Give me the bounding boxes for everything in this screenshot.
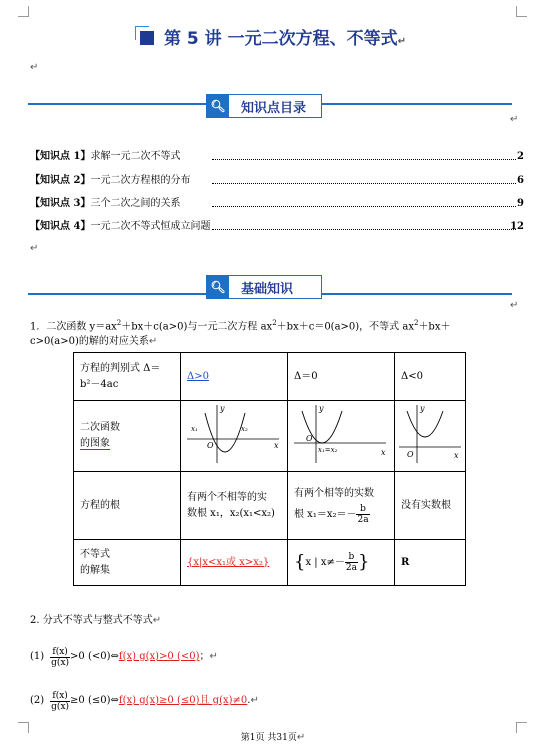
table-cell <box>395 401 466 472</box>
toc-entry-text: 一元二次方程根的分布 <box>90 175 191 186</box>
text-run: >0 (<0)⇔ <box>70 651 119 662</box>
root-x1-label: x₁ <box>191 425 198 433</box>
toc-entry-page: 2 <box>517 151 524 162</box>
item-prefix: (2) <box>30 695 45 706</box>
toc-leader-dots <box>212 151 516 160</box>
banner-line-right <box>322 293 512 295</box>
correspondence-table <box>73 352 466 586</box>
parabola-one-root-graph <box>288 401 394 465</box>
text-run: c>0(a>0)的解的对应关系 <box>30 336 149 347</box>
paragraph-mark: ↵ <box>510 114 519 125</box>
search-icon: 🔍︎ <box>207 95 229 117</box>
table-cell <box>395 472 466 540</box>
cell-text: 方程的判别式 Δ＝ <box>80 362 161 374</box>
cell-text: R <box>401 556 410 568</box>
table-cell <box>74 540 181 586</box>
search-icon: 🔍︎ <box>207 276 229 298</box>
section2-heading <box>30 614 161 628</box>
toc-entry-label: 【知识点 4】 <box>30 221 91 232</box>
x-label: x <box>454 451 459 460</box>
x-label: x <box>274 441 279 450</box>
toc-entry[interactable] <box>30 151 546 163</box>
item-prefix: (1) <box>30 651 45 662</box>
paragraph-mark: ↵ <box>250 695 259 706</box>
table-cell <box>74 401 181 472</box>
toc-entry-label: 【知识点 3】 <box>30 198 91 209</box>
paragraph-mark: ↵ <box>209 651 218 662</box>
fraction-numerator: f(x) <box>50 691 70 702</box>
x-label: x <box>381 448 386 457</box>
page-title <box>0 24 546 49</box>
answer-text: f(x) g(x)≥0 (≤0)且 g(x)≠0 <box>118 695 248 706</box>
cell-text: 二次函数 <box>80 422 120 433</box>
table-cell <box>181 472 288 540</box>
fraction-denominator: 2a <box>357 515 369 525</box>
table-row <box>74 401 466 472</box>
answer-text: f(x) g(x)>0 (<0) <box>118 651 200 662</box>
cell-text: 根 x₁＝x₂＝－ <box>294 509 357 520</box>
fraction <box>356 504 369 525</box>
table-cell <box>288 353 395 401</box>
cell-text: 方程的根 <box>80 499 120 511</box>
table-row <box>74 540 466 586</box>
toc-entry-text: 求解一元二次不等式 <box>90 151 181 162</box>
toc-banner-label: 知识点目录 <box>241 100 307 116</box>
toc-leader-dots <box>212 198 516 207</box>
title-square-icon <box>140 31 154 45</box>
cell-text: b²－4ac <box>80 378 119 390</box>
paragraph-mark: ↵ <box>296 732 306 743</box>
fraction <box>50 647 70 668</box>
parabola-curve <box>407 411 443 437</box>
table-cell <box>288 540 395 586</box>
section2-item1 <box>30 642 218 672</box>
table-cell <box>288 472 395 540</box>
text-run: ≥0 (≤0)⇔ <box>70 695 119 706</box>
basics-banner <box>206 275 322 299</box>
parabola-no-root-graph <box>395 401 465 465</box>
toc-banner <box>206 94 322 118</box>
brace: } <box>357 551 370 573</box>
y-label: y <box>319 404 324 413</box>
root-x2-label: x₂ <box>241 425 248 433</box>
toc-entry-page: 6 <box>517 175 524 186</box>
table-cell <box>288 401 395 472</box>
fraction <box>345 552 358 573</box>
double-root-label: x₁=x₂ <box>318 446 338 454</box>
cell-text: Δ<0 <box>401 370 423 382</box>
paragraph-mark: ↵ <box>152 615 162 626</box>
superscript: 2 <box>272 319 277 327</box>
text-run: ＋bx＋c(a>0)与一元二次方程 ax <box>121 321 273 333</box>
text-run: . <box>247 695 251 706</box>
page-footer <box>0 730 546 743</box>
origin-label: O <box>207 441 214 450</box>
toc-leader-dots <box>212 221 516 230</box>
fraction-numerator: f(x) <box>50 647 70 658</box>
toc-entry-label: 【知识点 2】 <box>30 175 91 186</box>
table-cell <box>181 540 288 586</box>
toc-entry-page: 9 <box>517 198 524 209</box>
banner-line-right <box>322 103 512 105</box>
page-footer-text: 第1页 共31页 <box>240 733 297 743</box>
paragraph-mark: ↵ <box>30 62 39 73</box>
cell-text: 数根 x₁，x₂(x₁<x₂) <box>187 507 275 519</box>
cell-text: 不等式 <box>80 548 110 560</box>
page-title-text: 第 5 讲 一元二次方程、不等式 <box>164 29 398 49</box>
cell-text: 有两个不相等的实 <box>187 491 267 503</box>
text-run: 1．二次函数 y＝ax <box>30 321 117 333</box>
cell-text: 有两个相等的实数 <box>294 488 374 499</box>
toc-entry[interactable] <box>30 175 546 187</box>
crop-mark-top-left <box>18 6 29 17</box>
fraction-denominator: g(x) <box>51 701 70 712</box>
crop-mark-top-right <box>516 6 527 17</box>
cell-text: x | x≠－ <box>305 557 345 568</box>
parabola-two-roots-graph <box>181 401 287 465</box>
cell-text: Δ＝0 <box>294 370 318 382</box>
table-cell <box>395 353 466 401</box>
text-run: ＋bx＋ <box>418 321 451 333</box>
paragraph-mark: ↵ <box>30 243 39 254</box>
banner-line-left <box>28 293 206 295</box>
text-run: ； <box>199 651 210 662</box>
cell-text: 的解集 <box>80 564 110 576</box>
superscript: 2 <box>413 319 419 327</box>
section1-line2 <box>30 335 157 349</box>
toc-entry-text: 三个二次之间的关系 <box>90 198 181 209</box>
paragraph-mark: ↵ <box>510 300 519 311</box>
fraction-denominator: 2a <box>345 563 357 573</box>
table-cell <box>181 401 288 472</box>
cell-text: {x|x<x₁或 x>x₂} <box>187 556 270 568</box>
table-cell <box>74 353 181 401</box>
table-cell <box>395 540 466 586</box>
paragraph-mark: ↵ <box>148 336 158 347</box>
toc-entry-label: 【知识点 1】 <box>30 151 91 162</box>
brace: { <box>294 551 306 573</box>
section2-heading-text: 2. 分式不等式与整式不等式 <box>30 615 153 626</box>
superscript: 2 <box>116 319 122 327</box>
toc-entry-text: 一元二次不等式恒成立问题 <box>90 221 211 232</box>
toc-entry[interactable] <box>30 221 546 233</box>
table-cell <box>74 472 181 540</box>
cell-text: Δ>0 <box>187 370 209 382</box>
basics-banner-label: 基础知识 <box>241 281 294 297</box>
banner-line-left <box>28 103 206 105</box>
origin-label: O <box>407 450 414 459</box>
origin-label: O <box>306 434 313 443</box>
fraction <box>50 691 70 712</box>
table-cell <box>181 353 288 401</box>
text-run: ＋bx＋c＝0(a>0)，不等式 ax <box>276 321 414 333</box>
table-row <box>74 472 466 540</box>
cell-text: 的图象 <box>80 438 110 449</box>
table-row <box>74 353 466 401</box>
section1-line1 <box>30 316 450 334</box>
y-label: y <box>220 404 225 413</box>
cell-text: 没有实数根 <box>401 499 451 511</box>
paragraph-mark: ↵ <box>397 36 406 47</box>
toc-entry[interactable] <box>30 198 546 210</box>
fraction-numerator: b <box>345 552 358 563</box>
fraction-numerator: b <box>356 504 369 515</box>
y-label: y <box>420 404 425 413</box>
toc-leader-dots <box>212 175 516 184</box>
fraction-denominator: g(x) <box>51 657 70 668</box>
section2-item2 <box>30 686 259 716</box>
toc-entry-page: 12 <box>510 221 524 232</box>
